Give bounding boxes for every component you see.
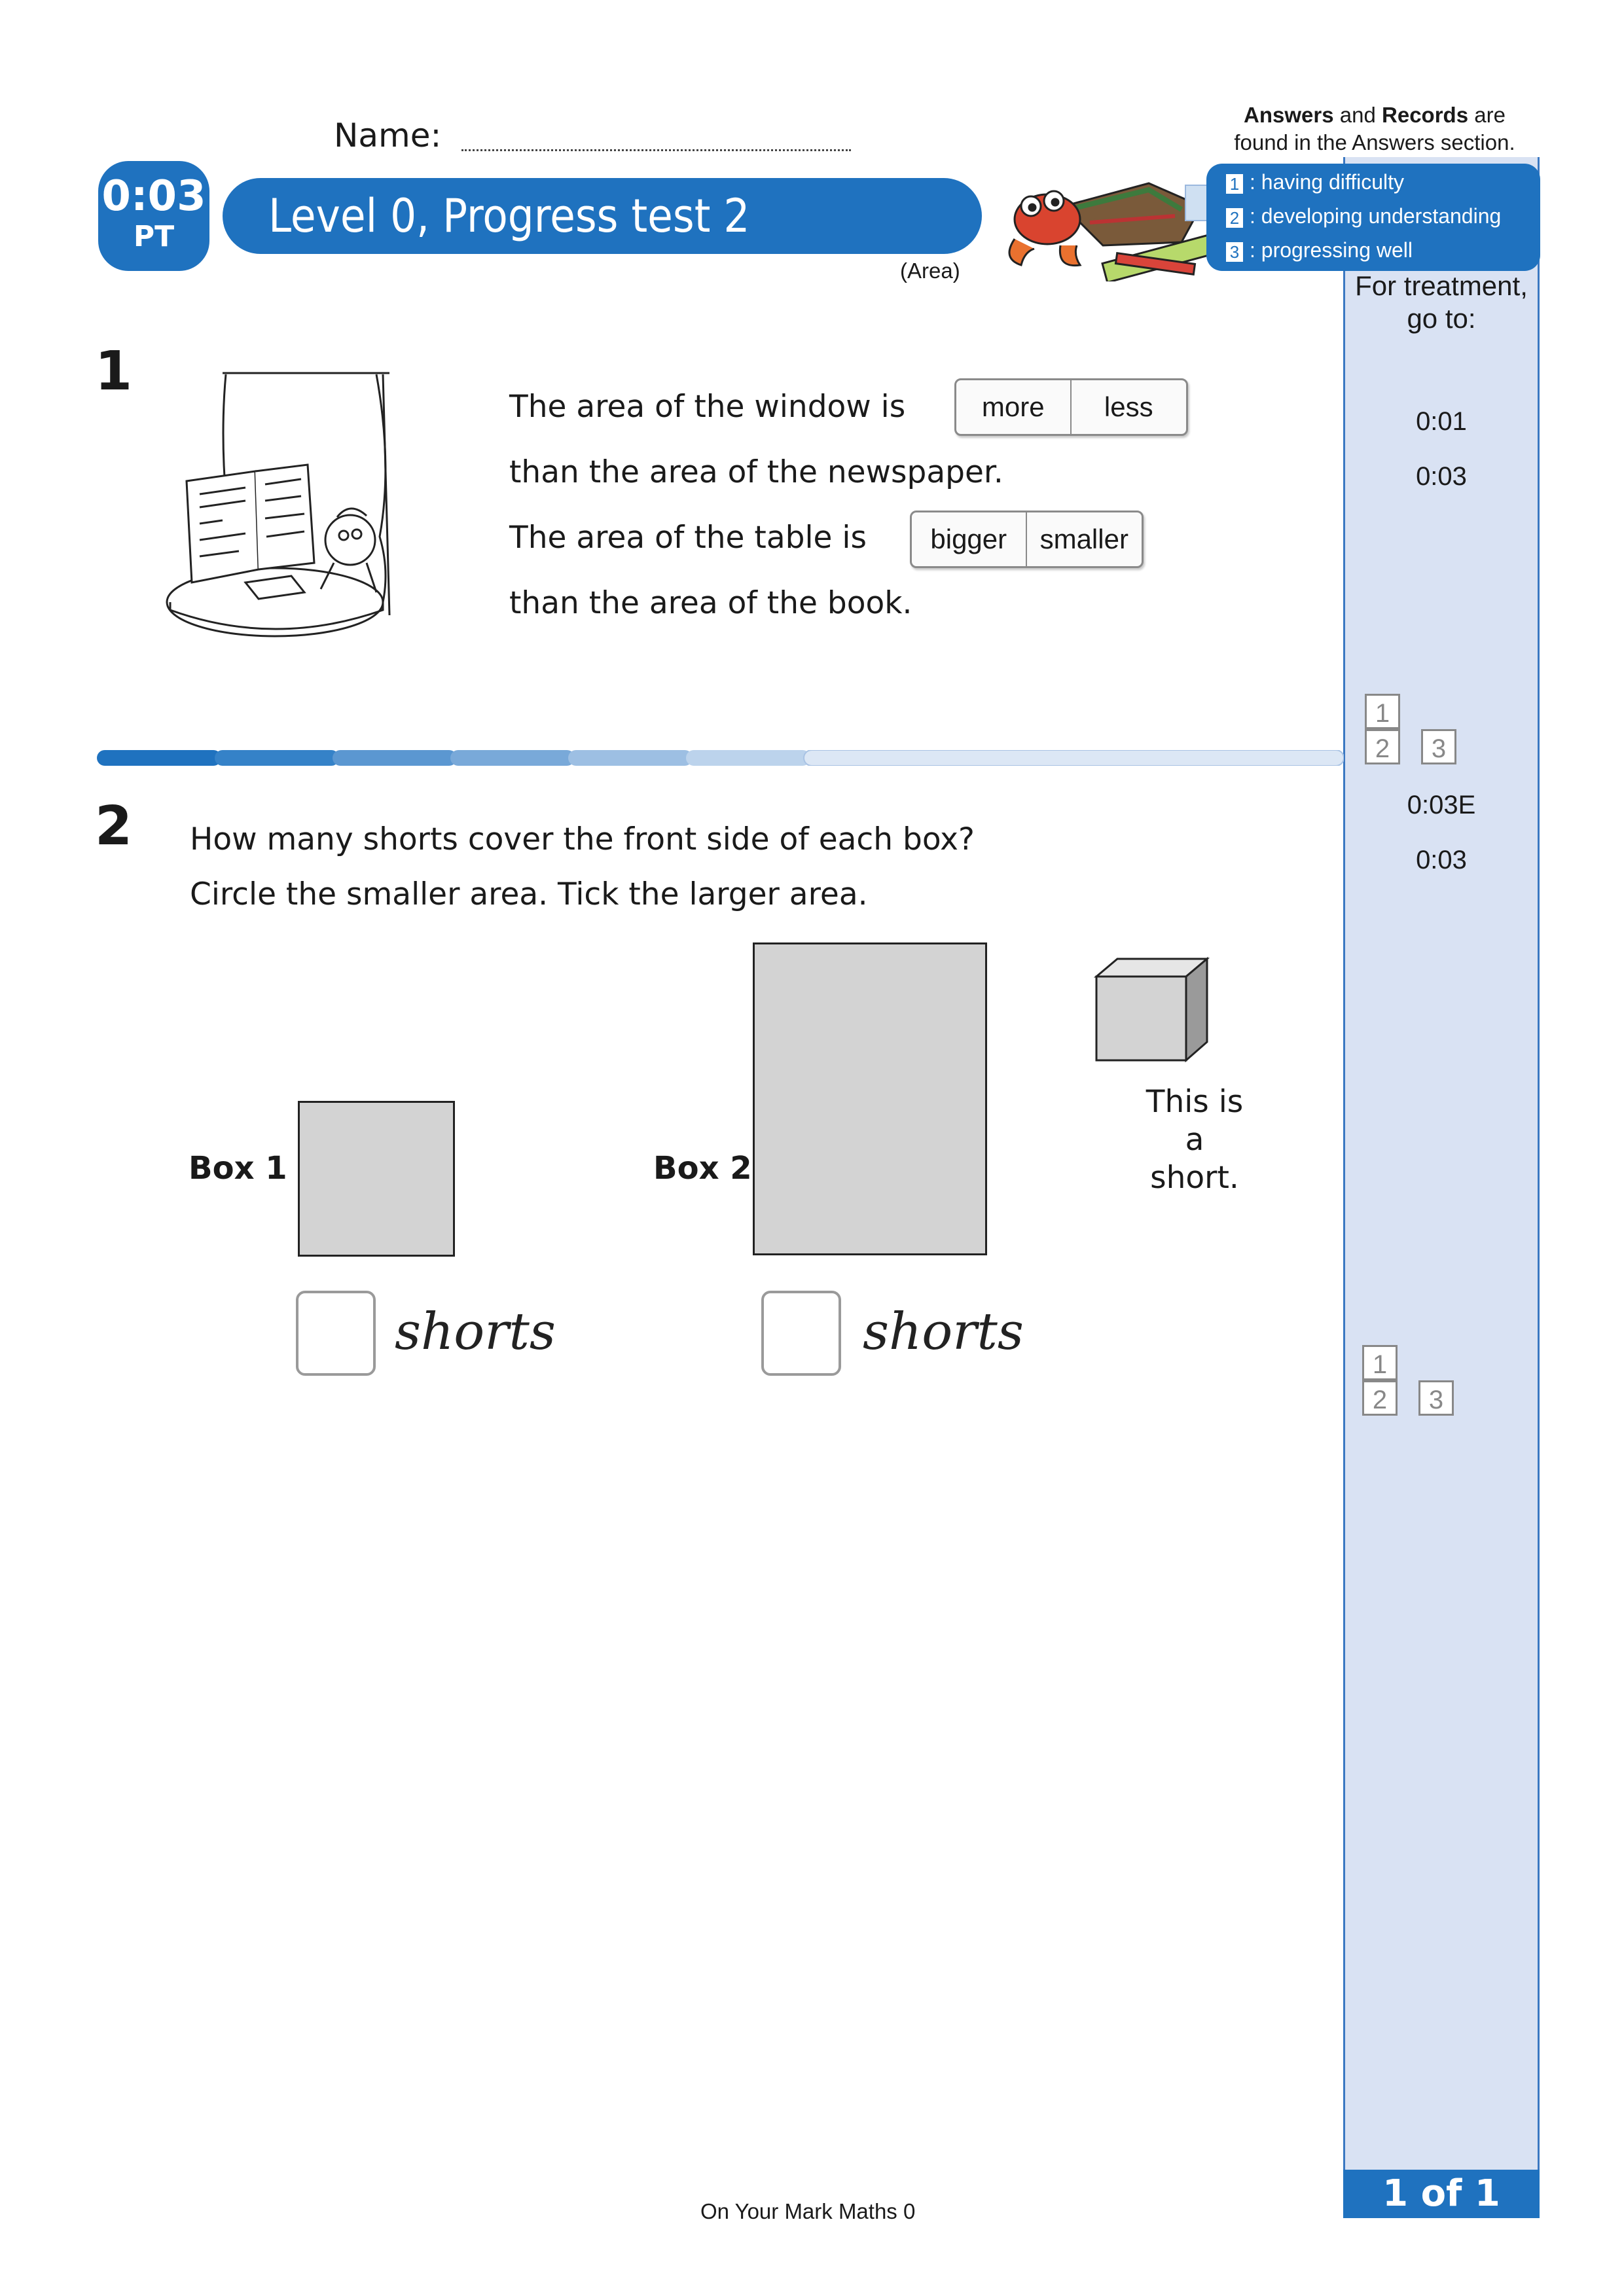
answers-note (1204, 101, 1545, 156)
legend-num: 3 (1226, 242, 1243, 262)
q2-ref: 0:03E (1407, 791, 1476, 819)
q1-line1: The area of the window is (509, 389, 906, 425)
treatment-label (1343, 270, 1540, 335)
rating-box[interactable]: 3 (1421, 729, 1456, 764)
badge-sub: PT (133, 220, 175, 253)
rating-box[interactable]: 2 (1362, 1380, 1398, 1416)
rating-legend (1206, 164, 1540, 271)
legend-item (1226, 237, 1413, 263)
table-area-choice[interactable] (910, 511, 1144, 568)
box2-label: Box 2 (653, 1150, 752, 1187)
q2-rating (1362, 1345, 1467, 1414)
name-label: Name: (334, 117, 442, 154)
q2-ref: 0:03 (1416, 846, 1467, 874)
treatment-line1: For treatment, (1355, 270, 1528, 301)
page-title: Level 0, Progress test 2 (268, 189, 750, 243)
answers-note-mid: and (1333, 103, 1382, 127)
q2-line2: Circle the smaller area. Tick the larger area. (190, 876, 868, 912)
legend-text: : developing understanding (1250, 204, 1502, 228)
treatment-line2: go to: (1407, 303, 1476, 334)
answers-note-line2: found in the Answers section. (1234, 130, 1515, 154)
box2-answer-input[interactable] (761, 1291, 841, 1376)
choice-more[interactable]: more (981, 391, 1045, 422)
window-area-choice[interactable] (954, 378, 1188, 436)
legend-text: : progressing well (1250, 238, 1413, 262)
legend-item (1226, 203, 1501, 229)
box1-unit: shorts (395, 1302, 556, 1361)
answers-note-end: are (1468, 103, 1506, 127)
q1-line2: than the area of the newspaper. (509, 454, 1003, 490)
footer: On Your Mark Maths 0 (700, 2199, 916, 2223)
choice-smaller[interactable]: smaller (1026, 512, 1142, 566)
q1-ref: 0:03 (1416, 462, 1467, 491)
badge-code: 0:03 (101, 172, 206, 221)
short-caption (1132, 1083, 1257, 1197)
name-field[interactable] (461, 149, 851, 151)
q1-line4: than the area of the book. (509, 585, 912, 621)
legend-num: 2 (1226, 208, 1243, 228)
page-count: 1 of 1 (1343, 2170, 1540, 2218)
q1-rating (1365, 694, 1470, 763)
short-caption-line2: short. (1150, 1160, 1239, 1196)
box2-unit: shorts (863, 1302, 1024, 1361)
topic-label: (Area) (900, 259, 960, 283)
answers-note-bold1: Answers (1244, 103, 1334, 127)
section-divider (97, 750, 1344, 766)
q2-line1: How many shorts cover the front side of each box? (190, 821, 975, 857)
q1-line3: The area of the table is (509, 520, 867, 556)
rating-box[interactable]: 3 (1418, 1380, 1454, 1416)
box2-front (753, 942, 987, 1255)
newspaper-reader-illustration-icon (160, 367, 396, 645)
test-code-badge (98, 161, 209, 271)
short-cube-icon (1093, 956, 1211, 1073)
box1-label: Box 1 (189, 1150, 287, 1187)
legend-text: : having difficulty (1250, 170, 1404, 194)
rating-box[interactable]: 1 (1362, 1345, 1398, 1380)
box1-front (298, 1101, 455, 1257)
question-2-number: 2 (95, 795, 133, 857)
choice-less[interactable]: less (1070, 380, 1186, 434)
q1-ref: 0:01 (1416, 407, 1467, 436)
legend-item (1226, 169, 1404, 195)
legend-num: 1 (1226, 174, 1243, 194)
choice-bigger[interactable]: bigger (930, 524, 1007, 554)
box1-answer-input[interactable] (296, 1291, 376, 1376)
rating-box[interactable]: 2 (1365, 729, 1400, 764)
rating-box[interactable]: 1 (1365, 694, 1400, 729)
question-1-number: 1 (95, 340, 133, 403)
answers-note-bold2: Records (1382, 103, 1469, 127)
short-caption-line1: This is a (1146, 1084, 1244, 1158)
